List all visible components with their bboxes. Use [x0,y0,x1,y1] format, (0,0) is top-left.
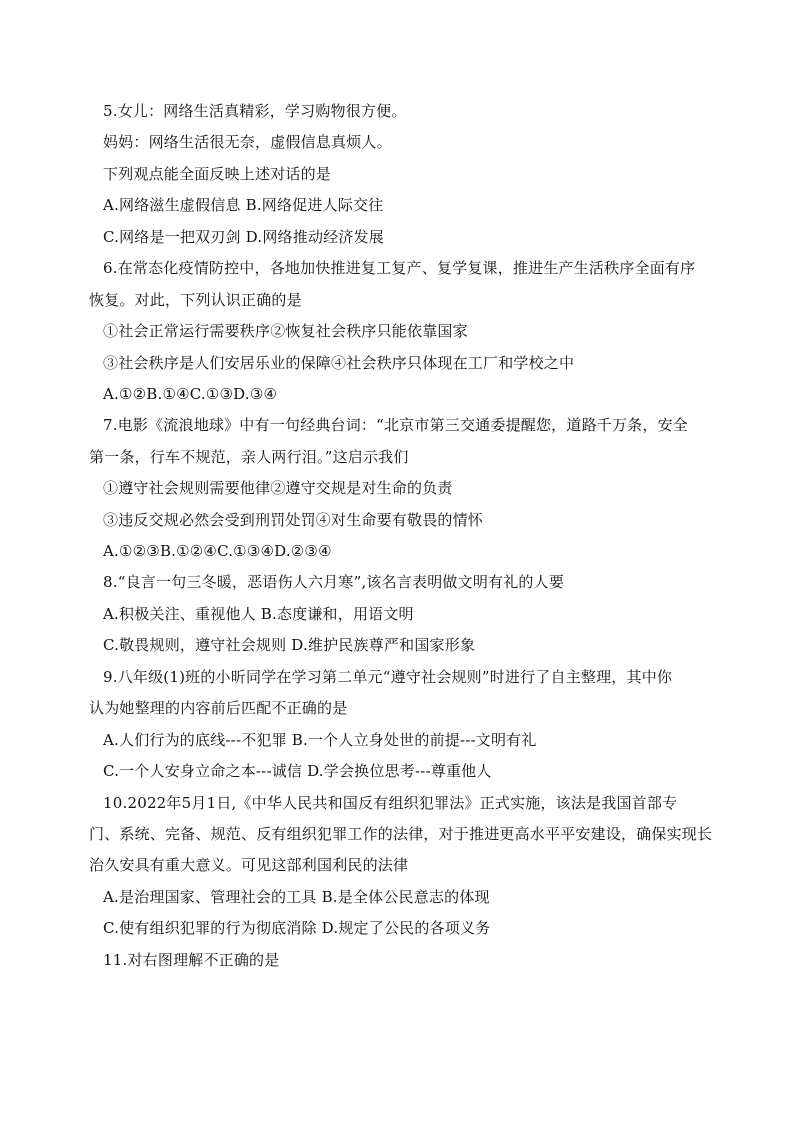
q9-options-ab: A.人们行为的底线---不犯罪 B.一个人立身处世的前提---文明有礼 [103,731,537,749]
q6-statements-12: ①社会正常运行需要秩序②恢复社会秩序只能依靠国家 [103,322,468,340]
q5-options-cd: C.网络是一把双刃剑 D.网络推动经济发展 [103,228,384,246]
q9-options-cd: C.一个人安身立命之本---诚信 D.学会换位思考---尊重他人 [103,762,492,780]
q5-prompt: 下列观点能全面反映上述对话的是 [103,165,332,183]
q7-stem-line2: 第一条，行车不规范，亲人两行泪。”这启示我们 [89,448,409,466]
q6-stem-line1: 6.在常态化疫情防控中，各地加快推进复工复产、复学复课，推进生产生活秩序全面有序 [103,259,696,277]
q6-options: A.①②B.①④C.①③D.③④ [103,385,278,403]
q8-options-ab: A.积极关注、重视他人 B.态度谦和，用语文明 [103,605,414,623]
q10-stem-line3: 治久安具有重大意义。可见这部利国利民的法律 [89,856,409,874]
q10-options-cd: C.使有组织犯罪的行为彻底消除 D.规定了公民的各项义务 [103,919,491,937]
q5-stem-daughter: 5.女儿：网络生活真精彩，学习购物很方便。 [103,102,407,120]
q10-options-ab: A.是治理国家、管理社会的工具 B.是全体公民意志的体现 [103,888,490,906]
q7-statements-12: ①遵守社会规则需要他律②遵守交规是对生命的负责 [103,479,453,497]
q9-stem-line2: 认为她整理的内容前后匹配不正确的是 [89,699,348,717]
q10-stem-line2: 门、系统、完备、规范、反有组织犯罪工作的法律，对于推进更高水平平安建设，确保实现长 [89,825,713,843]
q9-stem-line1: 9.八年级(1)班的小昕同学在学习第二单元“遵守社会规则”时进行了自主整理，其中你 [103,668,673,686]
q5-stem-mother: 妈妈：网络生活很无奈，虚假信息真烦人。 [103,133,392,151]
q10-stem-line1: 10.2022年5月1日,《中华人民共和国反有组织犯罪法》正式实施，该法是我国首部专 [103,794,678,812]
q7-options: A.①②③B.①②④C.①③④D.②③④ [103,542,332,560]
q8-options-cd: C.敬畏规则，遵守社会规则 D.维护民族尊严和国家形象 [103,636,476,654]
q7-statements-34: ③违反交规必然会受到刑罚处罚④对生命要有敬畏的情怀 [103,511,484,529]
q7-stem-line1: 7.电影《流浪地球》中有一句经典台词：“北京市第三交通委提醒您，道路千万条，安全 [103,416,688,434]
q8-stem: 8.“良言一句三冬暖，恶语伤人六月寒”,该名言表明做文明有礼的人要 [103,573,565,591]
q6-stem-line2: 恢复。对此，下列认识正确的是 [89,291,302,309]
q6-statements-34: ③社会秩序是人们安居乐业的保障④社会秩序只体现在工厂和学校之中 [103,354,575,372]
q5-options-ab: A.网络滋生虚假信息 B.网络促进人际交往 [103,196,384,214]
q11-stem: 11.对右图理解不正确的是 [103,951,280,969]
